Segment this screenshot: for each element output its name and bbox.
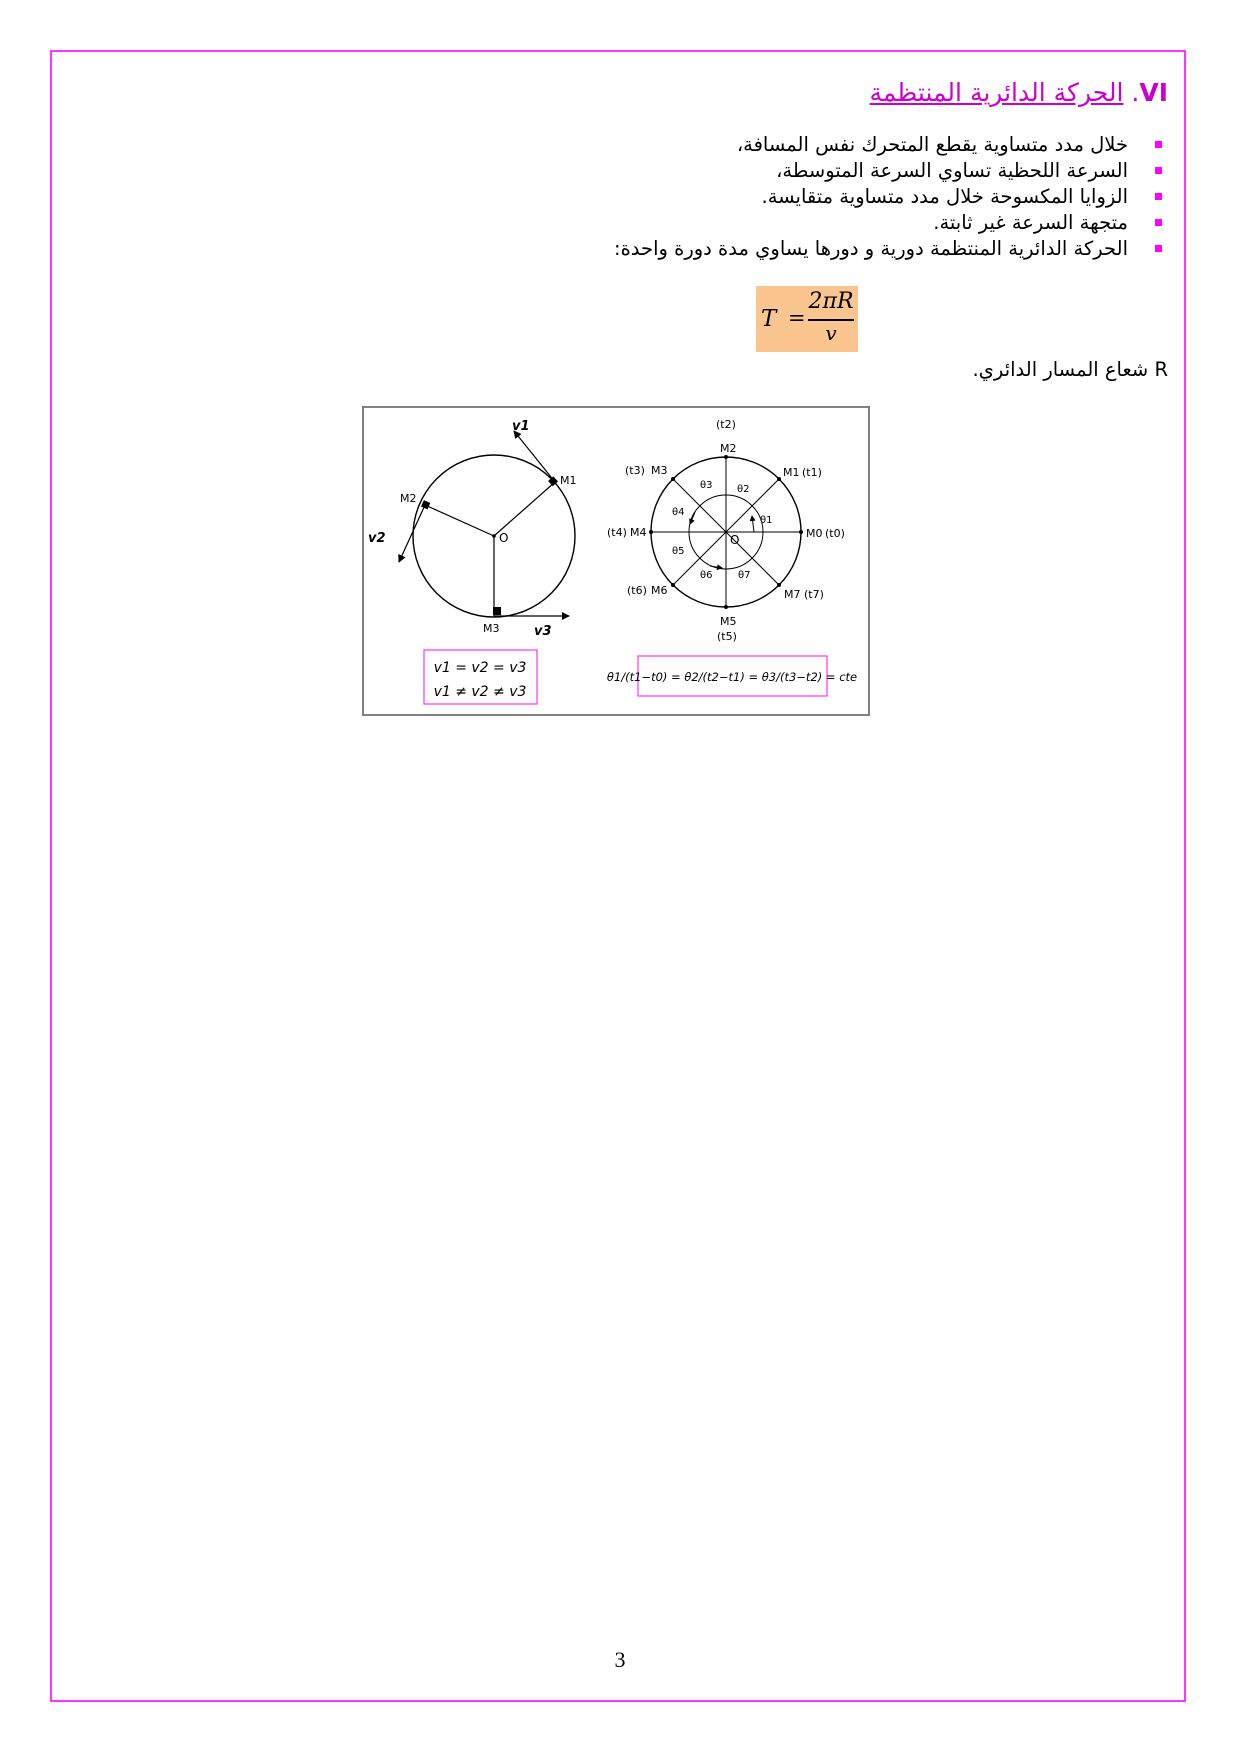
point-label: M3: [651, 464, 668, 477]
list-item-text: السرعة اللحظية تساوي السرعة المتوسطة،: [776, 159, 1128, 182]
properties-list: [614, 132, 1168, 262]
list-item: [614, 184, 1168, 210]
formula-equals: =: [788, 306, 806, 330]
angle-label: θ2: [737, 484, 750, 495]
center-label: O: [730, 533, 740, 547]
time-label: (t1): [802, 466, 822, 479]
point-label: M0: [806, 527, 823, 540]
angle-label: θ3: [700, 480, 713, 491]
list-item: [614, 236, 1168, 262]
period-formula: [756, 286, 858, 352]
velocity-vector-relation: v1 ≠ v2 ≠ v3: [433, 684, 527, 700]
point-label: M4: [630, 526, 647, 539]
radius-note: R شعاع المسار الدائري.: [972, 358, 1168, 381]
time-label: (t2): [716, 418, 736, 431]
square-bullet-icon: [1155, 245, 1162, 252]
page-number: 3: [614, 1647, 626, 1672]
point-label: M5: [720, 615, 737, 628]
square-bullet-icon: [1155, 167, 1162, 174]
angle-label: θ4: [672, 507, 685, 518]
list-item-text: الحركة الدائرية المنتظمة دورية و دورها يساوي مدة دورة واحدة:: [614, 237, 1128, 260]
point-label: M1: [783, 466, 800, 479]
vector-label: v1: [512, 419, 530, 434]
vector-label: v3: [534, 624, 552, 639]
angle-label: θ6: [700, 570, 713, 581]
list-item-text: متجهة السرعة غير ثابتة.: [933, 211, 1128, 234]
page-frame: [50, 50, 1186, 1702]
vector-label: v2: [368, 531, 386, 546]
circular-motion-figure: [362, 406, 870, 716]
time-label: (t5): [717, 630, 737, 643]
time-label: (t3): [625, 464, 645, 477]
point-label: M7: [784, 588, 801, 601]
point-label: M6: [651, 584, 668, 597]
angle-relation: θ1/(t1−t0) = θ2/(t2−t1) = θ3/(t3−t2) = cte: [606, 670, 858, 684]
right-angle-marker: [493, 607, 501, 615]
list-item: [614, 132, 1168, 158]
section-number: VI: [1139, 78, 1168, 107]
time-label: (t6): [627, 584, 647, 597]
square-bullet-icon: [1155, 141, 1162, 148]
section-separator: .: [1131, 78, 1140, 107]
point-label: M2: [400, 492, 417, 505]
square-bullet-icon: [1155, 193, 1162, 200]
formula-numerator: 2πR: [808, 289, 854, 314]
time-label: (t7): [804, 588, 824, 601]
formula-lhs: T: [761, 306, 777, 332]
section-title: الحركة الدائرية المنتظمة: [869, 78, 1124, 107]
point-label: M2: [720, 442, 737, 455]
list-item: [614, 158, 1168, 184]
list-item: [614, 210, 1168, 236]
angle-label: θ5: [672, 546, 685, 557]
list-item-text: الزوايا المكسوحة خلال مدد متساوية متقايسة.: [761, 185, 1128, 208]
time-label: (t4): [607, 526, 627, 539]
center-label: O: [499, 531, 509, 545]
list-item-text: خلال مدد متساوية يقطع المتحرك نفس المسافة،: [736, 133, 1128, 156]
section-heading: [870, 78, 1168, 107]
formula-denominator: v: [825, 321, 837, 345]
point-label: M1: [560, 474, 577, 487]
angle-label: θ7: [738, 570, 751, 581]
velocity-magnitude-relation: v1 = v2 = v3: [433, 660, 527, 676]
point-label: M3: [483, 622, 500, 635]
time-label: (t0): [825, 527, 845, 540]
square-bullet-icon: [1155, 219, 1162, 226]
angle-label: θ1: [760, 515, 773, 526]
